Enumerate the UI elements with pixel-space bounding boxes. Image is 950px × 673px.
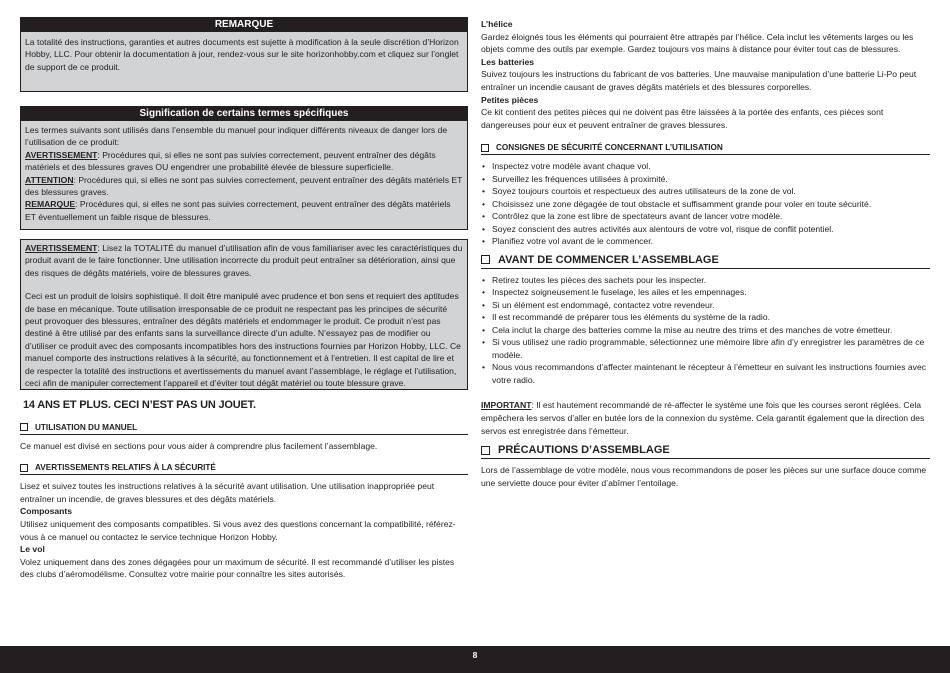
checkbox-icon xyxy=(20,464,28,472)
section-title: PRÉCAUTIONS D’ASSEMBLAGE xyxy=(498,444,670,457)
page-number: 8 xyxy=(472,650,478,660)
warning-text-2: Ceci est un produit de loisirs sophistiqué. Il doit être manipulé avec prudence et bon sens et requiert des aptitudes de base en mécanique. Toute utilisation irresponsable de ce produit ne respectant pas les principes de sécurité peut provoquer des blessures, entraîner des dégâts matériels et endommager le produit. Ce produit n’est pas destiné à être utilisé par des enfants sans la surveillance directe d’un adulte. N’essayez pas de modifier ou d’utiliser ce produit avec des composants incompatibles hors des instructions fournies par Horizon Hobby, LLC. Ce manuel comporte des instructions relatives à la sécurité, au fonctionnement et à l’entretien. Il est capital de lire et de respecter la totalité des instructions et avertissements du manuel avant l’assemblage, le réglage et l’utilisation, ceci afin de manipuler correctement l’appareil et d’éviter tout dégât matériel ou toute blessure grave. xyxy=(25,291,461,389)
list-item: • Surveillez les fréquences utilisées à proximité. xyxy=(481,173,930,186)
checkbox-icon xyxy=(481,446,490,455)
age-notice: 14 ANS ET PLUS. CECI N’EST PAS UN JOUET. xyxy=(23,399,256,411)
checkbox-icon xyxy=(481,144,489,152)
precautions-text: Lors de l’assemblage de votre modèle, nous vous recommandons de poser les pièces sur une surface douce comme une serviette douce pour éviter d’abîmer l’entoilage. xyxy=(481,465,927,488)
utilisation-text: Ce manuel est divisé en sections pour vous aider à comprendre plus facilement l’assemblage. xyxy=(20,440,378,451)
helice-text: Gardez éloignés tous les éléments qui pourraient être attrapés par l’hélice. Cela inclut les vêtements larges ou les objets comme des outils par exemple. Gardez toujours vos mains à distance pour éviter tout cas de blessures. xyxy=(481,31,914,55)
vol-label: Le vol xyxy=(20,544,45,555)
securite-intro: Lisez et suivez toutes les instructions relatives à la sécurité avant utilisation. Une utilisation inappropriée peut entraîner un incendie, de graves blessures et des dégâts matériels. xyxy=(20,481,435,504)
remarque-title: REMARQUE xyxy=(20,17,468,32)
warning-text: : Lisez la TOTALITÉ du manuel d’utilisation afin de vous familiariser avec les caractéristiques du produit avant de le faire fonctionner. Une utilisation incorrecte du produit peut entraîner sa détérioration, ainsi que des risques de dégâts matériels, voire de blessures graves. xyxy=(25,243,463,278)
list-item: • Retirez toutes les pièces des sachets pour les inspecter. xyxy=(481,274,930,287)
section-precautions xyxy=(481,444,930,459)
section-securite xyxy=(20,463,468,475)
term-avertissement xyxy=(25,149,463,174)
list-item: • Soyez conscient des autres activités aux alentours de votre vol, risque de conflit potentiel. xyxy=(481,223,930,236)
list-item: • Inspectez votre modèle avant chaque vol. xyxy=(481,160,930,173)
list-item: • Nous vous recommandons d’affecter maintenant le récepteur à l’émetteur en suivant les instructions fournies avec votre radio. xyxy=(481,361,930,386)
list-item: • Choisissez une zone dégagée de tout obstacle et suffisamment grande pour voler en toute sécurité. xyxy=(481,198,930,211)
term-label: ATTENTION xyxy=(25,174,74,185)
vol-text: Volez uniquement dans des zones dégagées pour un maximum de sécurité. Il est recommandé d’utiliser les pistes des clubs d’aéromodélisme. Consultez votre mairie pour connaître les sites autorisés. xyxy=(20,556,455,580)
section-title: UTILISATION DU MANUEL xyxy=(35,422,138,432)
list-item: • Si un élément est endommagé, contactez votre revendeur. xyxy=(481,299,930,312)
term-label: REMARQUE xyxy=(25,199,76,210)
footer-bar xyxy=(0,646,950,673)
warning-term: AVERTISSEMENT xyxy=(25,243,98,253)
checkbox-icon xyxy=(481,255,490,264)
term-remarque xyxy=(25,198,463,223)
left-column xyxy=(20,0,468,581)
signification-box xyxy=(20,121,468,230)
section-title: AVANT DE COMMENCER L’ASSEMBLAGE xyxy=(498,253,719,266)
pieces-label: Petites pièces xyxy=(481,94,539,105)
checkbox-icon xyxy=(20,423,28,431)
section-avant xyxy=(481,254,930,269)
remarque-box xyxy=(20,32,468,92)
list-item: • Cela inclut la charge des batteries comme la mise au neutre des trims et des manches de votre émetteur. xyxy=(481,324,930,337)
remarque-text: La totalité des instructions, garanties et autres documents est sujette à modification à la seule discrétion d’Horizon Hobby, LLC. Pour obtenir la documentation à jour, rendez-vous sur le site horizonhobby.com et cliquez sur l’onglet de support de ce produit. xyxy=(25,37,459,72)
section-utilisation xyxy=(20,423,468,435)
list-item: • Soyez toujours courtois et respectueux des autres utilisateurs de la zone de vol. xyxy=(481,185,930,198)
list-item: • Contrôlez que la zone est libre de spectateurs avant de lancer votre modèle. xyxy=(481,210,930,223)
section-title: CONSIGNES DE SÉCURITÉ CONCERNANT L’UTILISATION xyxy=(496,143,723,153)
helice-label: L’hélice xyxy=(481,19,513,29)
list-item: • Planifiez votre vol avant de le commencer. xyxy=(481,235,930,248)
signification-title: Signification de certains termes spécifiques xyxy=(20,106,468,121)
important-text: : Il est hautement recommandé de ré-affecter le système une fois que les courses seront réglées. Cela empêchera les servos d’aller en butée lors de la connexion du système. Cela garantit également que la direction des servos est enregistrée dans l’émetteur. xyxy=(481,400,925,436)
securite-continued xyxy=(481,18,930,131)
right-column xyxy=(481,0,930,489)
section-title: AVERTISSEMENTS RELATIFS À LA SÉCURITÉ xyxy=(35,463,216,473)
term-attention xyxy=(25,174,463,199)
list-item: • Il est recommandé de préparer tous les éléments du système de la radio. xyxy=(481,311,930,324)
list-item: • Si vous utilisez une radio programmable, sélectionnez une mémoire libre afin d’y enregistrer les paramètres de ce modèle. xyxy=(481,336,930,361)
important-term: IMPORTANT xyxy=(481,400,532,411)
list-item: • Inspectez soigneusement le fuselage, les ailes et les empennages. xyxy=(481,286,930,299)
signification-intro: Les termes suivants sont utilisés dans l’ensemble du manuel pour indiquer différents niveaux de danger lors de l’utilisation de ce produit: xyxy=(25,125,448,148)
batteries-label: Les batteries xyxy=(481,56,535,67)
section-consignes xyxy=(481,143,930,155)
composants-label: Composants xyxy=(20,506,73,517)
composants-text: Utilisez uniquement des composants compatibles. Si vous avez des questions concernant la compatibilité, référez-vous à ce manuel ou contactez le service technique Horizon Hobby. xyxy=(20,518,456,542)
warning-text-1 xyxy=(25,242,463,279)
avant-list xyxy=(481,274,930,387)
term-label: AVERTISSEMENT xyxy=(25,149,98,160)
term-text: : Procédures qui, si elles ne sont pas suivies correctement, peuvent entraîner des dégâts matériels et des blessures graves OU engendrer une probabilité élevée de blessure superficielle. xyxy=(25,149,436,173)
batteries-text: Suivez toujours les instructions du fabricant de vos batteries. Une mauvaise manipulation d’une batterie Li-Po peut entraîner un incendie causant de graves dégâts matériels et des blessures corporelles. xyxy=(481,69,917,92)
term-text: : Procédures qui, si elles ne sont pas suivies correctement, peuvent entraîner des dégâts matériels ET éventuellement un faible risque de blessures. xyxy=(25,199,451,222)
pieces-text: Ce kit contient des petites pièces qui ne doivent pas être laissées à la portée des enfants, ces pièces sont dangereuses pour eux et peuvent entraîner de graves blessures. xyxy=(481,107,884,130)
consignes-list xyxy=(481,160,930,248)
warning-box xyxy=(20,239,468,390)
term-text: : Procédures qui, si elles ne sont pas suivies correctement, peuvent entraîner des dégâts matériels ET des blessures graves. xyxy=(25,174,463,198)
important-note xyxy=(481,399,930,437)
